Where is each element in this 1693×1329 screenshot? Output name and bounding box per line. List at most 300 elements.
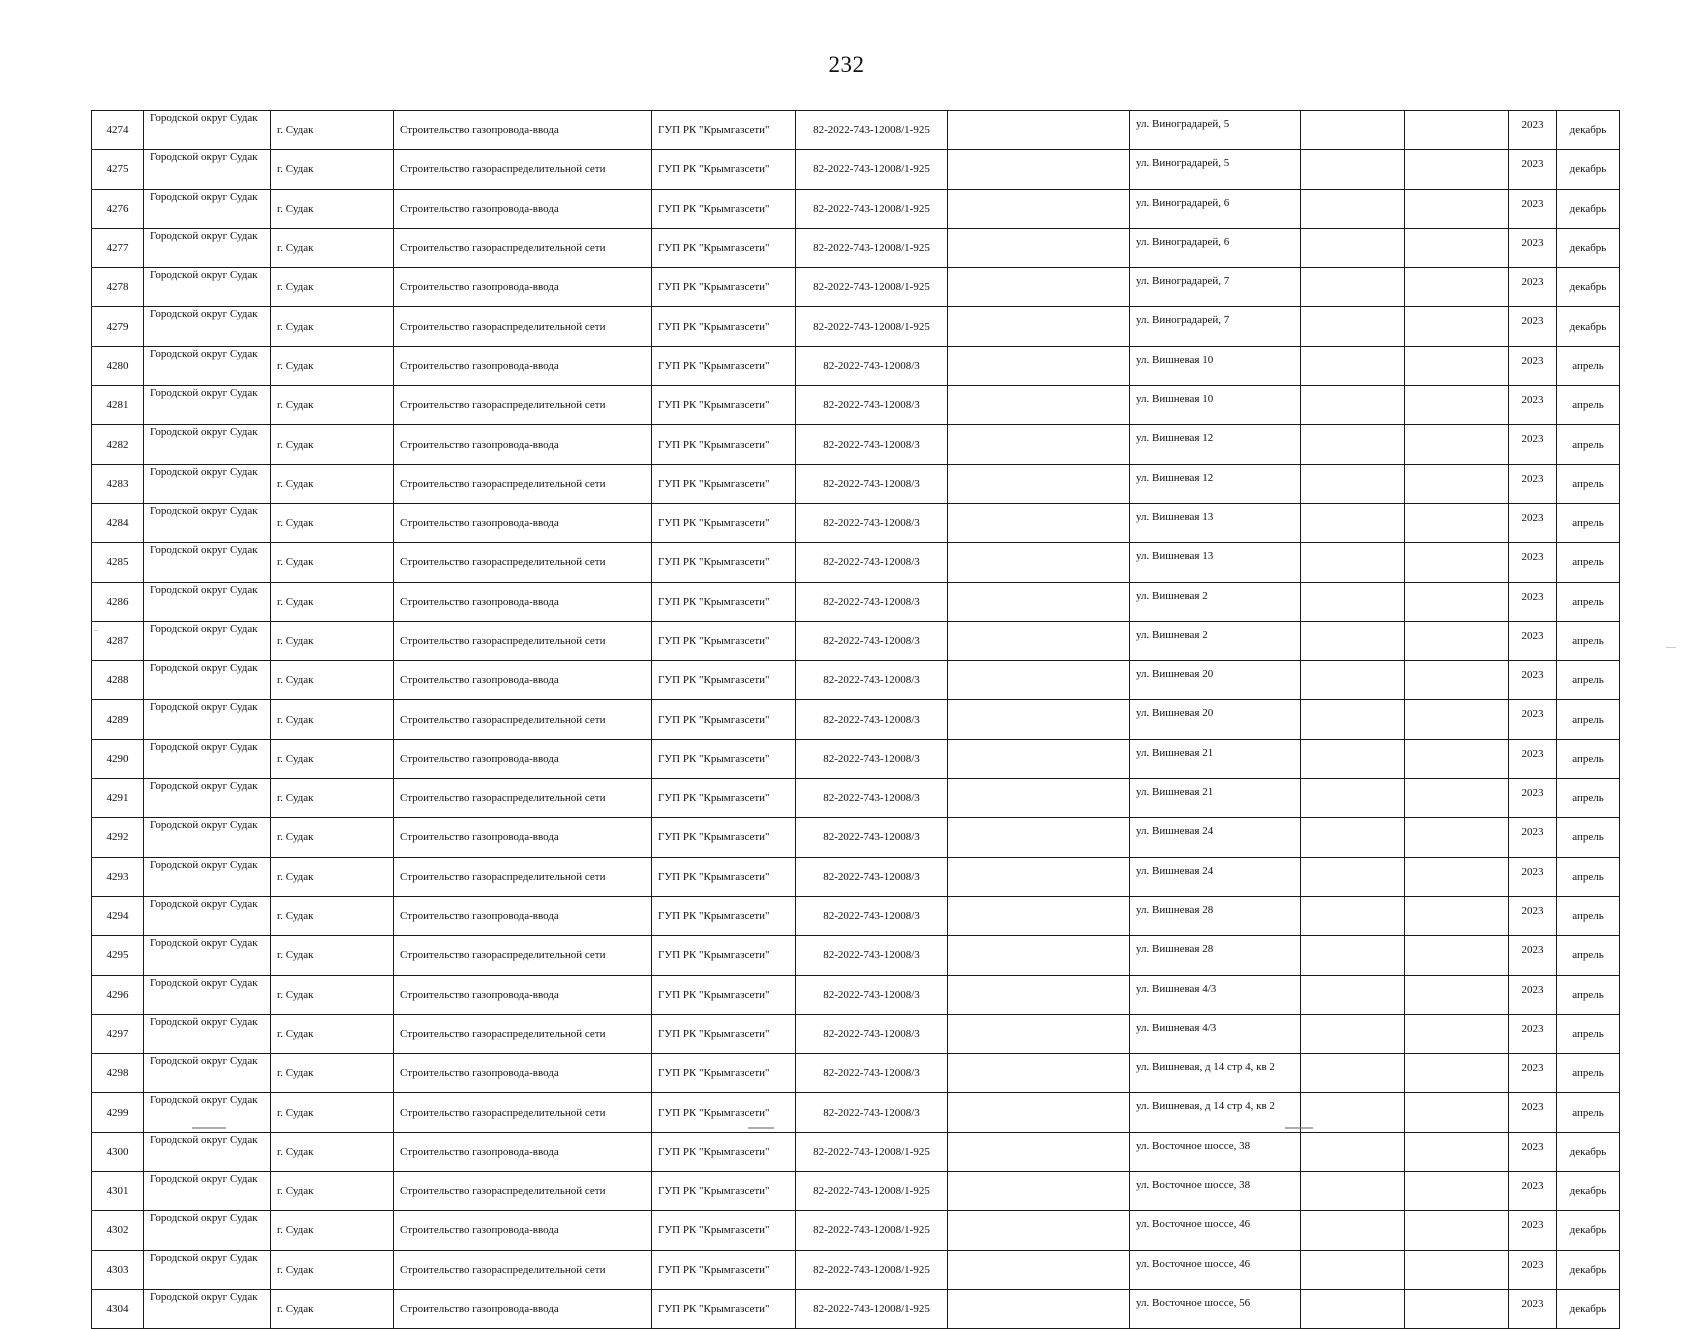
work-type-cell: Строительство газораспределительной сети [394,1093,652,1132]
empty-cell [1405,1014,1509,1053]
work-type-cell: Строительство газораспределительной сети [394,1250,652,1289]
row-number: 4284 [92,503,144,542]
year-cell: 2023 [1509,346,1557,385]
organization-cell: ГУП РК "Крымгазсети" [652,661,796,700]
project-code-cell: 82-2022-743-12008/3 [796,464,948,503]
empty-cell [948,739,1130,778]
year-cell: 2023 [1509,503,1557,542]
address-cell: ул. Восточное шоссе, 38 [1130,1172,1301,1211]
project-code-cell: 82-2022-743-12008/1-925 [796,1211,948,1250]
empty-cell [1405,464,1509,503]
empty-cell [1301,1289,1405,1328]
empty-cell [948,228,1130,267]
empty-cell [1301,700,1405,739]
address-cell: ул. Вишневая 10 [1130,346,1301,385]
district-cell: Городской округ Судак [144,268,271,307]
work-type-cell: Строительство газораспределительной сети [394,700,652,739]
empty-cell [1405,975,1509,1014]
empty-cell [948,268,1130,307]
city-cell: г. Судак [271,1054,394,1093]
district-cell: Городской округ Судак [144,111,271,150]
month-cell: апрель [1557,1054,1620,1093]
year-cell: 2023 [1509,1014,1557,1053]
address-cell: ул. Вишневая 10 [1130,386,1301,425]
table-row [92,936,1620,975]
year-cell: 2023 [1509,1054,1557,1093]
organization-cell: ГУП РК "Крымгазсети" [652,1211,796,1250]
year-cell: 2023 [1509,1132,1557,1171]
city-cell: г. Судак [271,1289,394,1328]
district-cell: Городской округ Судак [144,896,271,935]
empty-cell [1405,1250,1509,1289]
register-body [92,111,1620,1329]
empty-cell [948,661,1130,700]
district-cell: Городской округ Судак [144,150,271,189]
year-cell: 2023 [1509,857,1557,896]
row-number: 4287 [92,621,144,660]
month-cell: апрель [1557,936,1620,975]
register-table [91,110,1620,1329]
row-number: 4286 [92,582,144,621]
empty-cell [948,975,1130,1014]
scan-artifact-left [192,1127,226,1129]
empty-cell [1301,661,1405,700]
city-cell: г. Судак [271,739,394,778]
work-type-cell: Строительство газораспределительной сети [394,464,652,503]
empty-cell [1405,543,1509,582]
empty-cell [1405,936,1509,975]
organization-cell: ГУП РК "Крымгазсети" [652,307,796,346]
city-cell: г. Судак [271,386,394,425]
district-cell: Городской округ Судак [144,739,271,778]
project-code-cell: 82-2022-743-12008/3 [796,661,948,700]
district-cell: Городской округ Судак [144,386,271,425]
empty-cell [1301,1093,1405,1132]
month-cell: декабрь [1557,1132,1620,1171]
work-type-cell: Строительство газораспределительной сети [394,779,652,818]
work-type-cell: Строительство газопровода-ввода [394,975,652,1014]
table-row [92,307,1620,346]
empty-cell [1301,975,1405,1014]
work-type-cell: Строительство газораспределительной сети [394,1014,652,1053]
month-cell: декабрь [1557,307,1620,346]
address-cell: ул. Вишневая 2 [1130,582,1301,621]
row-number: 4293 [92,857,144,896]
project-code-cell: 82-2022-743-12008/3 [796,936,948,975]
district-cell: Городской округ Судак [144,228,271,267]
empty-cell [948,386,1130,425]
city-cell: г. Судак [271,936,394,975]
district-cell: Городской округ Судак [144,857,271,896]
page-number: 232 [828,52,865,77]
empty-cell [948,111,1130,150]
organization-cell: ГУП РК "Крымгазсети" [652,543,796,582]
work-type-cell: Строительство газораспределительной сети [394,150,652,189]
empty-cell [1405,189,1509,228]
empty-cell [1405,346,1509,385]
organization-cell: ГУП РК "Крымгазсети" [652,779,796,818]
project-code-cell: 82-2022-743-12008/3 [796,346,948,385]
empty-cell [1405,1132,1509,1171]
organization-cell: ГУП РК "Крымгазсети" [652,1250,796,1289]
empty-cell [1405,739,1509,778]
empty-cell [1301,307,1405,346]
empty-cell [1301,268,1405,307]
row-number: 4298 [92,1054,144,1093]
city-cell: г. Судак [271,1172,394,1211]
city-cell: г. Судак [271,700,394,739]
organization-cell: ГУП РК "Крымгазсети" [652,189,796,228]
year-cell: 2023 [1509,307,1557,346]
city-cell: г. Судак [271,111,394,150]
work-type-cell: Строительство газораспределительной сети [394,228,652,267]
organization-cell: ГУП РК "Крымгазсети" [652,346,796,385]
project-code-cell: 82-2022-743-12008/1-925 [796,189,948,228]
address-cell: ул. Вишневая, д 14 стр 4, кв 2 [1130,1054,1301,1093]
month-cell: апрель [1557,975,1620,1014]
work-type-cell: Строительство газораспределительной сети [394,1172,652,1211]
empty-cell [1301,150,1405,189]
address-cell: ул. Вишневая 28 [1130,936,1301,975]
project-code-cell: 82-2022-743-12008/1-925 [796,1172,948,1211]
city-cell: г. Судак [271,228,394,267]
empty-cell [1301,1014,1405,1053]
district-cell: Городской округ Судак [144,189,271,228]
row-number: 4274 [92,111,144,150]
work-type-cell: Строительство газопровода-ввода [394,1211,652,1250]
table-row [92,111,1620,150]
empty-cell [948,779,1130,818]
table-row [92,1250,1620,1289]
row-number: 4295 [92,936,144,975]
district-cell: Городской округ Судак [144,503,271,542]
address-cell: ул. Вишневая 24 [1130,818,1301,857]
city-cell: г. Судак [271,779,394,818]
empty-cell [1301,1250,1405,1289]
organization-cell: ГУП РК "Крымгазсети" [652,1054,796,1093]
month-cell: декабрь [1557,228,1620,267]
empty-cell [948,1211,1130,1250]
city-cell: г. Судак [271,150,394,189]
table-row [92,346,1620,385]
empty-cell [1405,621,1509,660]
scan-artifact-right [1285,1127,1313,1129]
city-cell: г. Судак [271,189,394,228]
district-cell: Городской округ Судак [144,661,271,700]
project-code-cell: 82-2022-743-12008/3 [796,779,948,818]
city-cell: г. Судак [271,503,394,542]
city-cell: г. Судак [271,464,394,503]
project-code-cell: 82-2022-743-12008/3 [796,818,948,857]
year-cell: 2023 [1509,1250,1557,1289]
empty-cell [948,543,1130,582]
month-cell: апрель [1557,896,1620,935]
empty-cell [1301,1132,1405,1171]
address-cell: ул. Виноградарей, 5 [1130,111,1301,150]
project-code-cell: 82-2022-743-12008/1-925 [796,228,948,267]
district-cell: Городской округ Судак [144,1250,271,1289]
scan-artifact-edge-left [94,630,98,631]
address-cell: ул. Виноградарей, 6 [1130,228,1301,267]
scan-artifact-center [748,1127,774,1129]
project-code-cell: 82-2022-743-12008/1-925 [796,1289,948,1328]
year-cell: 2023 [1509,1211,1557,1250]
empty-cell [1405,896,1509,935]
project-code-cell: 82-2022-743-12008/3 [796,621,948,660]
empty-cell [1301,739,1405,778]
year-cell: 2023 [1509,896,1557,935]
empty-cell [948,1172,1130,1211]
row-number: 4289 [92,700,144,739]
empty-cell [1301,582,1405,621]
empty-cell [948,1250,1130,1289]
district-cell: Городской округ Судак [144,1289,271,1328]
table-row [92,582,1620,621]
empty-cell [1405,386,1509,425]
year-cell: 2023 [1509,975,1557,1014]
project-code-cell: 82-2022-743-12008/3 [796,1054,948,1093]
district-cell: Городской округ Судак [144,425,271,464]
address-cell: ул. Вишневая 21 [1130,739,1301,778]
city-cell: г. Судак [271,1014,394,1053]
project-code-cell: 82-2022-743-12008/1-925 [796,1132,948,1171]
empty-cell [1301,464,1405,503]
empty-cell [948,1289,1130,1328]
empty-cell [1301,818,1405,857]
project-code-cell: 82-2022-743-12008/1-925 [796,307,948,346]
year-cell: 2023 [1509,936,1557,975]
empty-cell [948,150,1130,189]
table-row [92,896,1620,935]
address-cell: ул. Вишневая 28 [1130,896,1301,935]
address-cell: ул. Вишневая 12 [1130,425,1301,464]
work-type-cell: Строительство газопровода-ввода [394,111,652,150]
row-number: 4275 [92,150,144,189]
work-type-cell: Строительство газораспределительной сети [394,857,652,896]
empty-cell [948,1132,1130,1171]
empty-cell [948,1014,1130,1053]
month-cell: декабрь [1557,150,1620,189]
address-cell: ул. Вишневая 2 [1130,621,1301,660]
empty-cell [1301,1172,1405,1211]
year-cell: 2023 [1509,739,1557,778]
row-number: 4291 [92,779,144,818]
district-cell: Городской округ Судак [144,818,271,857]
empty-cell [1301,1211,1405,1250]
row-number: 4292 [92,818,144,857]
year-cell: 2023 [1509,1289,1557,1328]
empty-cell [948,307,1130,346]
month-cell: апрель [1557,503,1620,542]
empty-cell [1301,346,1405,385]
city-cell: г. Судак [271,543,394,582]
month-cell: апрель [1557,1093,1620,1132]
row-number: 4290 [92,739,144,778]
table-row [92,1014,1620,1053]
table-row [92,857,1620,896]
work-type-cell: Строительство газопровода-ввода [394,896,652,935]
work-type-cell: Строительство газопровода-ввода [394,1054,652,1093]
empty-cell [1405,307,1509,346]
empty-cell [1405,228,1509,267]
month-cell: апрель [1557,779,1620,818]
organization-cell: ГУП РК "Крымгазсети" [652,857,796,896]
organization-cell: ГУП РК "Крымгазсети" [652,1093,796,1132]
month-cell: декабрь [1557,1289,1620,1328]
month-cell: апрель [1557,464,1620,503]
address-cell: ул. Вишневая, д 14 стр 4, кв 2 [1130,1093,1301,1132]
year-cell: 2023 [1509,228,1557,267]
row-number: 4294 [92,896,144,935]
project-code-cell: 82-2022-743-12008/3 [796,1014,948,1053]
empty-cell [948,189,1130,228]
address-cell: ул. Восточное шоссе, 38 [1130,1132,1301,1171]
month-cell: апрель [1557,1014,1620,1053]
row-number: 4299 [92,1093,144,1132]
empty-cell [948,503,1130,542]
empty-cell [948,896,1130,935]
project-code-cell: 82-2022-743-12008/3 [796,425,948,464]
project-code-cell: 82-2022-743-12008/3 [796,503,948,542]
month-cell: декабрь [1557,1211,1620,1250]
work-type-cell: Строительство газопровода-ввода [394,582,652,621]
month-cell: апрель [1557,425,1620,464]
empty-cell [1301,111,1405,150]
city-cell: г. Судак [271,1211,394,1250]
city-cell: г. Судак [271,268,394,307]
empty-cell [1301,896,1405,935]
organization-cell: ГУП РК "Крымгазсети" [652,818,796,857]
empty-cell [948,346,1130,385]
district-cell: Городской округ Судак [144,543,271,582]
year-cell: 2023 [1509,386,1557,425]
project-code-cell: 82-2022-743-12008/1-925 [796,1250,948,1289]
table-row [92,503,1620,542]
empty-cell [1405,425,1509,464]
address-cell: ул. Вишневая 4/3 [1130,975,1301,1014]
month-cell: апрель [1557,582,1620,621]
organization-cell: ГУП РК "Крымгазсети" [652,228,796,267]
table-row [92,739,1620,778]
month-cell: апрель [1557,661,1620,700]
work-type-cell: Строительство газопровода-ввода [394,268,652,307]
month-cell: апрель [1557,857,1620,896]
empty-cell [948,621,1130,660]
empty-cell [1301,543,1405,582]
empty-cell [1301,621,1405,660]
row-number: 4283 [92,464,144,503]
month-cell: декабрь [1557,1250,1620,1289]
address-cell: ул. Вишневая 21 [1130,779,1301,818]
empty-cell [948,936,1130,975]
empty-cell [1405,661,1509,700]
row-number: 4281 [92,386,144,425]
table-row [92,425,1620,464]
project-code-cell: 82-2022-743-12008/3 [796,1093,948,1132]
work-type-cell: Строительство газораспределительной сети [394,936,652,975]
city-cell: г. Судак [271,857,394,896]
empty-cell [948,425,1130,464]
month-cell: апрель [1557,700,1620,739]
work-type-cell: Строительство газораспределительной сети [394,307,652,346]
address-cell: ул. Вишневая 13 [1130,503,1301,542]
address-cell: ул. Вишневая 20 [1130,700,1301,739]
address-cell: ул. Виноградарей, 6 [1130,189,1301,228]
address-cell: ул. Восточное шоссе, 46 [1130,1211,1301,1250]
empty-cell [1301,386,1405,425]
project-code-cell: 82-2022-743-12008/1-925 [796,150,948,189]
row-number: 4297 [92,1014,144,1053]
empty-cell [1405,268,1509,307]
month-cell: декабрь [1557,189,1620,228]
city-cell: г. Судак [271,621,394,660]
table-row [92,818,1620,857]
district-cell: Городской округ Судак [144,307,271,346]
year-cell: 2023 [1509,268,1557,307]
empty-cell [1405,582,1509,621]
empty-cell [1405,1211,1509,1250]
work-type-cell: Строительство газопровода-ввода [394,503,652,542]
empty-cell [948,464,1130,503]
month-cell: декабрь [1557,268,1620,307]
empty-cell [1405,503,1509,542]
organization-cell: ГУП РК "Крымгазсети" [652,1014,796,1053]
month-cell: апрель [1557,386,1620,425]
city-cell: г. Судак [271,661,394,700]
empty-cell [1405,857,1509,896]
city-cell: г. Судак [271,975,394,1014]
organization-cell: ГУП РК "Крымгазсети" [652,464,796,503]
row-number: 4288 [92,661,144,700]
city-cell: г. Судак [271,1093,394,1132]
empty-cell [1405,1054,1509,1093]
table-row [92,661,1620,700]
city-cell: г. Судак [271,896,394,935]
table-row [92,464,1620,503]
address-cell: ул. Восточное шоссе, 46 [1130,1250,1301,1289]
work-type-cell: Строительство газораспределительной сети [394,386,652,425]
month-cell: апрель [1557,621,1620,660]
city-cell: г. Судак [271,307,394,346]
empty-cell [948,857,1130,896]
empty-cell [948,700,1130,739]
empty-cell [1301,503,1405,542]
city-cell: г. Судак [271,346,394,385]
organization-cell: ГУП РК "Крымгазсети" [652,503,796,542]
year-cell: 2023 [1509,189,1557,228]
organization-cell: ГУП РК "Крымгазсети" [652,268,796,307]
project-code-cell: 82-2022-743-12008/3 [796,386,948,425]
district-cell: Городской округ Судак [144,700,271,739]
address-cell: ул. Виноградарей, 7 [1130,268,1301,307]
address-cell: ул. Вишневая 24 [1130,857,1301,896]
empty-cell [1405,779,1509,818]
organization-cell: ГУП РК "Крымгазсети" [652,1289,796,1328]
city-cell: г. Судак [271,1132,394,1171]
empty-cell [1301,228,1405,267]
project-code-cell: 82-2022-743-12008/1-925 [796,268,948,307]
year-cell: 2023 [1509,150,1557,189]
organization-cell: ГУП РК "Крымгазсети" [652,150,796,189]
row-number: 4277 [92,228,144,267]
district-cell: Городской округ Судак [144,621,271,660]
table-row [92,621,1620,660]
empty-cell [1301,1054,1405,1093]
organization-cell: ГУП РК "Крымгазсети" [652,936,796,975]
project-code-cell: 82-2022-743-12008/1-925 [796,111,948,150]
project-code-cell: 82-2022-743-12008/3 [796,543,948,582]
table-row [92,268,1620,307]
